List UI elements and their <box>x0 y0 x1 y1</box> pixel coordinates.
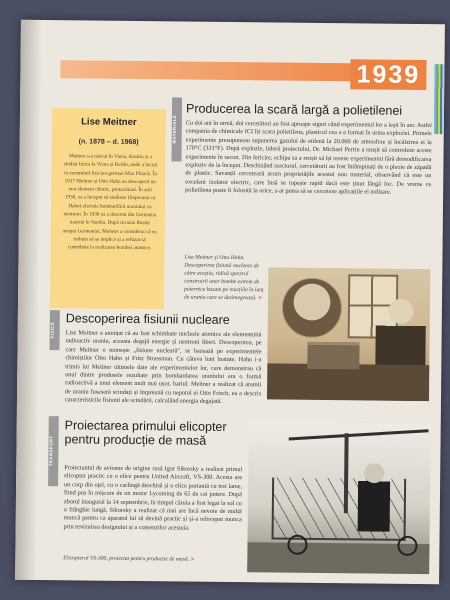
section-body-fission-part1 <box>65 329 430 425</box>
section-body-helicopter: Proiectantul de avioane de origine rusă Igor Sikorsky a realizat primul elicopter practic cu o elice pentru United Aircraft, VS-300. Acesta are un corp din oțel, cu o carlingă deschisă și o elice portantă cu trei lame, fiind pus în mișcare de un motor Lycoming de 65 de cai putere. După zborul inaugural la 14 septembrie, în timpul căruia a fost legat la sol cu o frânghie lungă, Sikorsky a realizat că mai are încă nevoie de multă muncă pentru ca aparatul lui să devină practic și și-a reînceput munca prin revizuirea designului și a comenzilor acestuia. <box>63 464 243 532</box>
book-spine <box>15 20 41 580</box>
caption-helicopter-photo <box>63 554 243 564</box>
section-title-helicopter: Proiectarea primului elicopter pentru producție de masă <box>64 418 227 448</box>
caption-arrow-icon: ➤ <box>257 295 263 302</box>
caption-lab-text: Lise Meitner și Otto Hahn. Descoperirea fisiunii nucleare de către aceștia, ridică spectrul construirii unor bombe extrem de puternice bazate pe reacțiile în lanț de uraniu care se dezintegrează. <box>184 254 264 302</box>
bio-name: Lise Meitner <box>81 116 137 129</box>
section-tag-materials: MATERIALE <box>171 97 182 161</box>
caption-lab-photo <box>184 254 264 303</box>
helicopter-rotor <box>289 429 429 440</box>
year-badge: 1939 <box>350 59 426 90</box>
photo-helicopter-vs300 <box>247 422 431 574</box>
section-body-polyethylene: Cu doi ani în urmă, doi cercetători au fost aproape siguri când experimentul lor a ieșit în aer. Astfel compania de chimicale ICI își scara polietilena, plasticul cea s-a format în urma exploziei. Primele experimente presupuneau supunerea gazului de etilenă la 20.000 de atmosfere și încălzirea ei la 170°C (331°F). După explozie, liderii proiectului, Dr. Michael Perrin a reușit să controleze aceste experimente în secret. Din fericire, echipa sa a reușit să își reseze experimentul fără demodificarea exploziv de la început. Deschizând reactorul, cercetătorii au fost întâmpinați de o pleoie de zăpadă de plastic. Savanții cercetează acum proprietățile acestui nou material, observând că este un excelent izolator electric, care însă se topește rapid dacă este ținut lângă foc. De vreme ce polietilena poate fi folosită la orice, s-ar putea să se cerceteze aplicațiile ei militare. <box>185 119 432 196</box>
section-tag-transport: TRANSPORT <box>48 416 59 486</box>
section-title-fission: Descoperirea fisiunii nucleare <box>65 311 230 327</box>
biography-box <box>50 108 166 309</box>
caption-arrow-icon: ➤ <box>190 556 196 563</box>
section-body-fission: Lise Meitner a anunțat că au fost schimbate nucleele atomice ale elementului radioactiv uraniu, aceasta degajă energie și neutroni liberi. Descoperirea, pe care Meitner o numește „fisiune nucleară", se bazează pe experimentele chimiștilor Otto Hahn și Fritz Strassman. Cu câteva luni înainte, Hahn i-a trimis lui Meitner ultimele date ale experimentelor lor, care demonstrau că unul dintre produsele rezultate prin bombardarea uraniului era o formă radioactivă a unui element mult mai ușor, bariul. Meitner a realizat că atomii de uraniu fuseseră scindați și împreună cu nepotul ei Otto Frisch, ea a descris caracteristicile fisiunii ale scindării, calculând energia degajată. <box>64 329 262 406</box>
pilot-figure <box>358 463 391 531</box>
helicopter-wheel <box>287 535 307 555</box>
book-page <box>15 20 445 584</box>
caption-heli-text: Elicopterul VS-300, proiectat pentru producție de masă. <box>63 555 190 563</box>
year-header-bar <box>60 60 352 81</box>
section-title-polyethylene: Producerea la scară largă a polietilenei <box>185 101 403 118</box>
bio-dates: (n. 1878 – d. 1968) <box>78 138 139 147</box>
page-edge-tabs <box>434 64 445 134</box>
helicopter-wheel <box>397 536 417 556</box>
meitner-portrait <box>282 278 343 339</box>
section-tag-physics: FIZICĂ <box>49 310 59 350</box>
bio-text: Meitner s-a născut în Viena, Austria și a studiat fizica la Viena și Berlin, unde a lucrat cu renumitul fizician german Max Planck. În 1917 Meitner și Otto Hahn au descoperit un nou element chimic, protactiniul. În anii 1930, ea a început să studieze (împreună cu Hahn) efectele bombardării uraniului cu neutroni. În 1938 ea a dezertat din Germania nazistă în Suedia. După invazia Rusiei asupra Germaniei, Meitner a considerat că ea trebuie să se implice și a refuzat să contribuie la realizarea bombei atomice. <box>62 153 158 252</box>
